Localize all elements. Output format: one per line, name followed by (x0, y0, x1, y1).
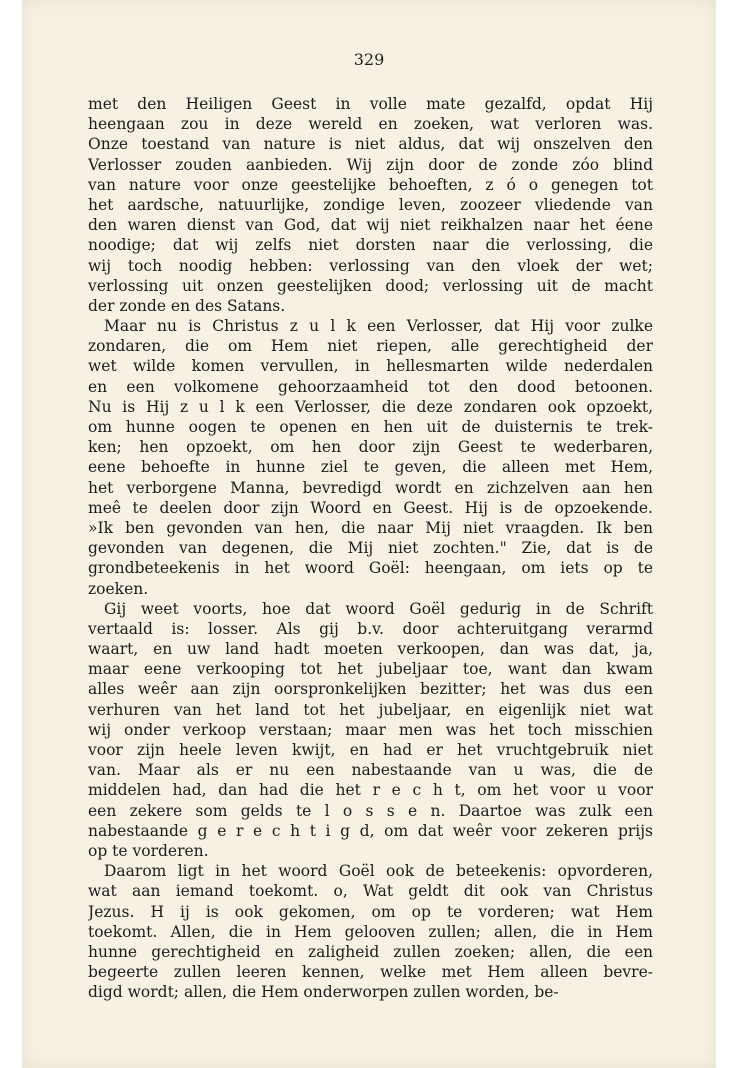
text-line: het aardsche, natuurlijke, zondige leven, zoozeer vliedende van (88, 195, 653, 214)
text-line: verhuren van het land tot het jubeljaar, en eigenlijk niet wat (88, 700, 653, 719)
text-line: zoeken. (88, 579, 149, 598)
text-line: grondbeteekenis in het woord Goël: heengaan, om iets op te (88, 559, 653, 578)
text-line: wat aan iemand toekomt. o, Wat geldt dit ook van Christus (88, 882, 653, 901)
text-line: voor zijn heele leven kwijt, en had er het vruchtgebruik niet (88, 741, 653, 759)
text-line: van. Maar als er nu een nabestaande van u was, die de (88, 761, 653, 780)
text-line: Verlosser zouden aanbieden. Wij zijn door de zonde zóo blind (88, 155, 653, 174)
text-line: Gij weet voorts, hoe dat woord Goël gedurig in de Schrift (104, 599, 653, 618)
text-line: maar eene verkooping tot het jubeljaar toe, want dan kwam (88, 660, 653, 679)
text-line: toekomt. Allen, die in Hem gelooven zullen; allen, die in Hem (88, 922, 653, 941)
text-line: wij toch noodig hebben: verlossing van den vloek der wet; (88, 256, 653, 275)
text-line: Jezus. H ij is ook gekomen, om op te vorderen; wat Hem (88, 902, 653, 921)
text-line: ken; hen opzoekt, om hen door zijn Geest te wederbaren, (88, 438, 653, 457)
text-line: begeerte zullen leeren kennen, welke met Hem alleen bevre- (88, 963, 653, 982)
text-line: van nature voor onze geestelijke behoeften, z ó o genegen tot (88, 175, 653, 194)
text-line: om hunne oogen te openen en hen uit de duisternis te trek- (88, 418, 653, 436)
text-line: met den Heiligen Geest in volle mate gezalfd, opdat Hij (88, 95, 653, 113)
text-line: digd wordt; allen, die Hem onderworpen zullen worden, be- (88, 983, 559, 1002)
text-line: noodige; dat wij zelfs niet dorsten naar die verlossing, die (88, 236, 653, 255)
text-line: Maar nu is Christus z u l k een Verlosser, dat Hij voor zulke (104, 317, 653, 336)
text-line: waart, en uw land hadt moeten verkoopen, dan was dat, ja, (88, 640, 653, 659)
text-line: nabestaande g e r e c h t i g d, om dat weêr voor zekeren prijs (88, 821, 653, 840)
text-line: middelen had, dan had die het r e c h t, om het voor u voor (88, 781, 653, 800)
book-page (22, 0, 716, 1068)
text-line: Nu is Hij z u l k een Verlosser, die deze zondaren ook opzoekt, (88, 397, 653, 416)
text-line: meê te deelen door zijn Woord en Geest. Hij is de opzoekende. (88, 498, 653, 517)
text-line: »Ik ben gevonden van hen, die naar Mij niet vraagden. Ik ben (88, 518, 653, 537)
text-line: verlossing uit onzen geestelijken dood; verlossing uit de macht (88, 276, 653, 295)
text-line: heengaan zou in deze wereld en zoeken, wat verloren was. (88, 115, 653, 134)
text-line: wet wilde komen vervullen, in hellesmarten wilde nederdalen (88, 357, 653, 376)
text-line: vertaald is: losser. Als gij b.v. door achteruitgang verarmd (88, 619, 653, 638)
text-line: den waren dienst van God, dat wij niet reikhalzen naar het éene (88, 216, 653, 235)
text-line: der zonde en des Satans. (88, 296, 286, 315)
text-line: hunne gerechtigheid en zaligheid zullen zoeken; allen, die een (88, 942, 653, 961)
text-line: gevonden van degenen, die Mij niet zochten." Zie, dat is de (88, 539, 653, 558)
text-line: Daarom ligt in het woord Goël ook de beteekenis: opvorderen, (104, 862, 653, 881)
text-line: Onze toestand van nature is niet aldus, dat wij onszelven den (88, 135, 653, 154)
text-line: alles weêr aan zijn oorspronkelijken bezitter; het was dus een (88, 680, 653, 699)
text-line: zondaren, die om Hem niet riepen, alle gerechtigheid der (88, 337, 653, 356)
text-line: het verborgene Manna, bevredigd wordt en zichzelven aan hen (88, 478, 653, 497)
body-text (88, 94, 653, 1002)
text-line: een zekere som gelds te l o s s e n. Daartoe was zulk een (88, 801, 653, 820)
text-line: en een volkomene gehoorzaamheid tot den dood betoonen. (88, 377, 653, 396)
text-line: op te vorderen. (88, 841, 209, 860)
page-number: 329 (353, 50, 385, 69)
text-line: wij onder verkoop verstaan; maar men was het toch misschien (88, 720, 653, 739)
text-line: eene behoefte in hunne ziel te geven, die alleen met Hem, (88, 458, 653, 477)
